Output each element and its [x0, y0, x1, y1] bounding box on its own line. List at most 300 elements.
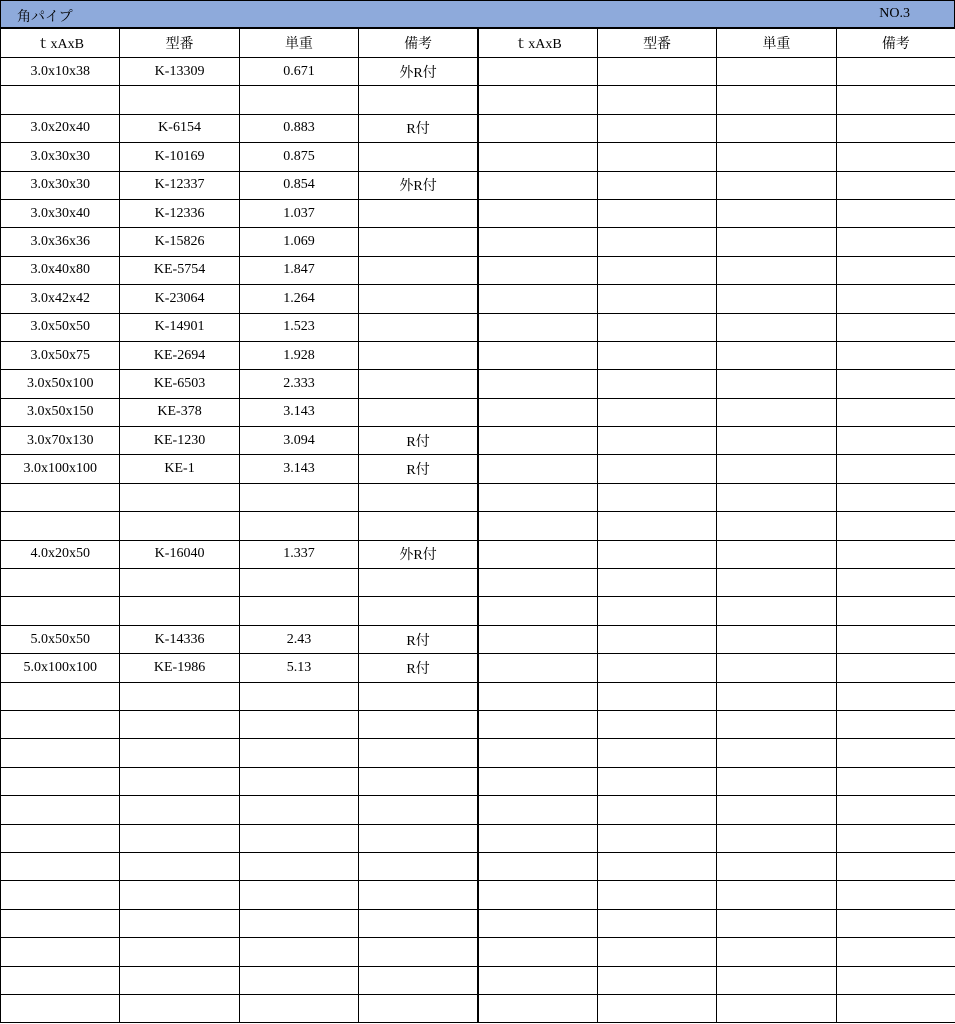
cell-unit-weight-right [717, 540, 836, 568]
cell-unit-weight: 0.854 [239, 171, 358, 199]
cell-model [120, 483, 239, 511]
cell-remarks [359, 143, 478, 171]
cell-unit-weight: 3.143 [239, 398, 358, 426]
cell-unit-weight-right [717, 597, 836, 625]
table-row [1, 682, 955, 710]
cell-unit-weight-right [717, 86, 836, 114]
cell-unit-weight: 3.094 [239, 427, 358, 455]
table-row [1, 994, 955, 1022]
cell-remarks-right [836, 228, 955, 256]
cell-remarks-right [836, 313, 955, 341]
cell-remarks-right [836, 455, 955, 483]
cell-model-right [597, 114, 716, 142]
cell-unit-weight: 1.523 [239, 313, 358, 341]
cell-model-right [597, 398, 716, 426]
table-row [1, 370, 955, 398]
cell-model-right [597, 86, 716, 114]
cell-dimensions-right [478, 909, 597, 937]
cell-dimensions-right [478, 313, 597, 341]
cell-model [120, 881, 239, 909]
cell-unit-weight-right [717, 796, 836, 824]
cell-model [120, 938, 239, 966]
cell-remarks [359, 938, 478, 966]
pipe-table [0, 28, 955, 1023]
cell-model [120, 852, 239, 880]
cell-dimensions-right [478, 569, 597, 597]
cell-model [120, 512, 239, 540]
cell-model [120, 994, 239, 1022]
cell-unit-weight: 2.333 [239, 370, 358, 398]
cell-remarks-right [836, 625, 955, 653]
cell-unit-weight [239, 710, 358, 738]
table-row [1, 966, 955, 994]
table-row [1, 86, 955, 114]
cell-unit-weight-right [717, 512, 836, 540]
cell-dimensions-right [478, 824, 597, 852]
cell-dimensions-right [478, 427, 597, 455]
cell-model-right [597, 597, 716, 625]
cell-model-right [597, 824, 716, 852]
cell-dimensions: 3.0x36x36 [1, 228, 120, 256]
cell-model [120, 569, 239, 597]
header-remarks-right: 備考 [836, 29, 955, 58]
cell-remarks [359, 597, 478, 625]
cell-dimensions-right [478, 512, 597, 540]
cell-unit-weight-right [717, 427, 836, 455]
cell-unit-weight-right [717, 285, 836, 313]
page-number: NO.3 [879, 6, 910, 21]
cell-dimensions: 3.0x30x30 [1, 143, 120, 171]
table-row [1, 199, 955, 227]
cell-remarks [359, 824, 478, 852]
table-row [1, 654, 955, 682]
cell-dimensions [1, 682, 120, 710]
cell-remarks [359, 86, 478, 114]
cell-unit-weight [239, 512, 358, 540]
cell-dimensions-right [478, 710, 597, 738]
cell-model-right [597, 427, 716, 455]
cell-unit-weight: 2.43 [239, 625, 358, 653]
cell-model: K-14336 [120, 625, 239, 653]
cell-dimensions [1, 597, 120, 625]
cell-remarks-right [836, 86, 955, 114]
cell-unit-weight: 1.337 [239, 540, 358, 568]
cell-model: K-16040 [120, 540, 239, 568]
cell-model-right [597, 654, 716, 682]
cell-remarks [359, 199, 478, 227]
cell-model-right [597, 540, 716, 568]
cell-unit-weight [239, 767, 358, 795]
cell-dimensions: 5.0x50x50 [1, 625, 120, 653]
cell-remarks-right [836, 285, 955, 313]
cell-model-right [597, 710, 716, 738]
cell-remarks [359, 682, 478, 710]
table-row [1, 512, 955, 540]
cell-remarks: R付 [359, 625, 478, 653]
cell-unit-weight-right [717, 256, 836, 284]
cell-remarks-right [836, 58, 955, 86]
cell-dimensions-right [478, 881, 597, 909]
cell-remarks-right [836, 114, 955, 142]
cell-remarks: R付 [359, 654, 478, 682]
cell-remarks [359, 994, 478, 1022]
cell-unit-weight-right [717, 881, 836, 909]
header-unit-weight-left: 単重 [239, 29, 358, 58]
cell-dimensions [1, 909, 120, 937]
cell-model: KE-378 [120, 398, 239, 426]
cell-unit-weight [239, 597, 358, 625]
cell-dimensions-right [478, 483, 597, 511]
cell-dimensions-right [478, 398, 597, 426]
cell-model: K-23064 [120, 285, 239, 313]
cell-remarks [359, 398, 478, 426]
cell-remarks [359, 370, 478, 398]
cell-dimensions [1, 824, 120, 852]
table-row [1, 938, 955, 966]
cell-unit-weight [239, 796, 358, 824]
cell-unit-weight-right [717, 370, 836, 398]
cell-remarks-right [836, 796, 955, 824]
cell-unit-weight [239, 824, 358, 852]
cell-remarks: R付 [359, 427, 478, 455]
cell-unit-weight-right [717, 398, 836, 426]
cell-unit-weight-right [717, 654, 836, 682]
cell-dimensions-right [478, 114, 597, 142]
cell-unit-weight-right [717, 171, 836, 199]
cell-model-right [597, 228, 716, 256]
cell-dimensions: 3.0x20x40 [1, 114, 120, 142]
cell-remarks [359, 796, 478, 824]
cell-remarks: 外R付 [359, 540, 478, 568]
cell-model-right [597, 966, 716, 994]
cell-model [120, 796, 239, 824]
cell-unit-weight: 1.847 [239, 256, 358, 284]
cell-model: KE-1 [120, 455, 239, 483]
table-row [1, 540, 955, 568]
cell-dimensions: 3.0x42x42 [1, 285, 120, 313]
cell-model-right [597, 171, 716, 199]
cell-unit-weight-right [717, 313, 836, 341]
cell-dimensions-right [478, 682, 597, 710]
table-row [1, 739, 955, 767]
cell-model-right [597, 881, 716, 909]
cell-unit-weight-right [717, 767, 836, 795]
cell-model: K-12337 [120, 171, 239, 199]
cell-remarks [359, 228, 478, 256]
cell-remarks [359, 739, 478, 767]
cell-unit-weight-right [717, 58, 836, 86]
cell-unit-weight [239, 682, 358, 710]
cell-model: K-13309 [120, 58, 239, 86]
cell-model-right [597, 199, 716, 227]
cell-dimensions-right [478, 938, 597, 966]
cell-dimensions-right [478, 540, 597, 568]
cell-model-right [597, 58, 716, 86]
cell-unit-weight-right [717, 143, 836, 171]
cell-dimensions: 3.0x30x30 [1, 171, 120, 199]
cell-dimensions-right [478, 654, 597, 682]
cell-remarks-right [836, 427, 955, 455]
cell-dimensions-right [478, 994, 597, 1022]
cell-dimensions-right [478, 256, 597, 284]
cell-dimensions-right [478, 767, 597, 795]
cell-remarks [359, 767, 478, 795]
cell-dimensions-right [478, 597, 597, 625]
cell-dimensions-right [478, 739, 597, 767]
cell-model: KE-2694 [120, 341, 239, 369]
cell-unit-weight [239, 938, 358, 966]
cell-remarks-right [836, 994, 955, 1022]
cell-dimensions [1, 86, 120, 114]
cell-model [120, 739, 239, 767]
cell-model [120, 767, 239, 795]
cell-unit-weight [239, 483, 358, 511]
cell-model-right [597, 313, 716, 341]
cell-model-right [597, 483, 716, 511]
cell-unit-weight: 1.264 [239, 285, 358, 313]
cell-dimensions: 3.0x50x50 [1, 313, 120, 341]
cell-model: K-12336 [120, 199, 239, 227]
cell-remarks: R付 [359, 114, 478, 142]
cell-remarks-right [836, 483, 955, 511]
cell-remarks [359, 881, 478, 909]
cell-dimensions: 3.0x100x100 [1, 455, 120, 483]
cell-model-right [597, 938, 716, 966]
cell-dimensions [1, 767, 120, 795]
cell-model: K-15826 [120, 228, 239, 256]
cell-unit-weight: 1.037 [239, 199, 358, 227]
cell-unit-weight-right [717, 824, 836, 852]
cell-unit-weight [239, 852, 358, 880]
cell-dimensions [1, 852, 120, 880]
cell-dimensions: 3.0x70x130 [1, 427, 120, 455]
cell-remarks-right [836, 398, 955, 426]
cell-unit-weight [239, 881, 358, 909]
cell-remarks-right [836, 654, 955, 682]
header-dimensions-right: ｔxAxB [478, 29, 597, 58]
cell-model-right [597, 256, 716, 284]
cell-dimensions [1, 994, 120, 1022]
table-row [1, 341, 955, 369]
table-row [1, 455, 955, 483]
table-row [1, 625, 955, 653]
cell-unit-weight-right [717, 199, 836, 227]
cell-remarks [359, 512, 478, 540]
cell-remarks-right [836, 710, 955, 738]
cell-remarks-right [836, 569, 955, 597]
cell-remarks-right [836, 199, 955, 227]
cell-model-right [597, 625, 716, 653]
cell-model-right [597, 767, 716, 795]
cell-model-right [597, 739, 716, 767]
table-header [1, 29, 955, 58]
cell-remarks-right [836, 909, 955, 937]
cell-remarks [359, 569, 478, 597]
cell-dimensions: 3.0x50x75 [1, 341, 120, 369]
table-row [1, 285, 955, 313]
cell-model [120, 86, 239, 114]
cell-unit-weight [239, 86, 358, 114]
cell-unit-weight-right [717, 682, 836, 710]
cell-unit-weight [239, 569, 358, 597]
cell-unit-weight [239, 994, 358, 1022]
cell-remarks-right [836, 938, 955, 966]
cell-model-right [597, 994, 716, 1022]
cell-remarks [359, 256, 478, 284]
cell-model-right [597, 455, 716, 483]
cell-unit-weight-right [717, 483, 836, 511]
cell-model [120, 710, 239, 738]
cell-dimensions-right [478, 796, 597, 824]
table-row [1, 824, 955, 852]
cell-model: KE-1230 [120, 427, 239, 455]
table-row [1, 58, 955, 86]
cell-dimensions-right [478, 625, 597, 653]
table-row [1, 909, 955, 937]
cell-dimensions-right [478, 852, 597, 880]
cell-remarks: 外R付 [359, 58, 478, 86]
cell-dimensions [1, 881, 120, 909]
cell-model-right [597, 682, 716, 710]
cell-remarks-right [836, 852, 955, 880]
cell-unit-weight [239, 739, 358, 767]
cell-remarks [359, 710, 478, 738]
cell-model: KE-5754 [120, 256, 239, 284]
cell-model-right [597, 143, 716, 171]
cell-dimensions-right [478, 228, 597, 256]
cell-model: K-14901 [120, 313, 239, 341]
header-remarks-left: 備考 [359, 29, 478, 58]
table-row [1, 767, 955, 795]
cell-model-right [597, 285, 716, 313]
table-row [1, 597, 955, 625]
cell-unit-weight-right [717, 966, 836, 994]
cell-dimensions [1, 483, 120, 511]
cell-dimensions-right [478, 285, 597, 313]
cell-dimensions [1, 512, 120, 540]
cell-unit-weight-right [717, 739, 836, 767]
table-row [1, 710, 955, 738]
table-row [1, 143, 955, 171]
cell-unit-weight-right [717, 852, 836, 880]
cell-dimensions [1, 739, 120, 767]
cell-dimensions: 3.0x40x80 [1, 256, 120, 284]
header-dimensions-left: ｔxAxB [1, 29, 120, 58]
cell-remarks [359, 483, 478, 511]
cell-dimensions-right [478, 199, 597, 227]
table-row [1, 228, 955, 256]
cell-dimensions-right [478, 966, 597, 994]
cell-unit-weight-right [717, 938, 836, 966]
cell-model [120, 824, 239, 852]
cell-dimensions [1, 938, 120, 966]
cell-unit-weight: 1.928 [239, 341, 358, 369]
cell-remarks-right [836, 540, 955, 568]
cell-unit-weight-right [717, 569, 836, 597]
cell-unit-weight: 0.883 [239, 114, 358, 142]
cell-unit-weight-right [717, 625, 836, 653]
cell-remarks-right [836, 512, 955, 540]
cell-remarks [359, 966, 478, 994]
cell-remarks: R付 [359, 455, 478, 483]
cell-unit-weight: 3.143 [239, 455, 358, 483]
header-unit-weight-right: 単重 [717, 29, 836, 58]
cell-dimensions [1, 710, 120, 738]
cell-dimensions [1, 569, 120, 597]
cell-dimensions: 3.0x50x100 [1, 370, 120, 398]
cell-remarks-right [836, 767, 955, 795]
cell-remarks [359, 909, 478, 937]
table-row [1, 313, 955, 341]
cell-remarks-right [836, 256, 955, 284]
table-row [1, 852, 955, 880]
cell-model-right [597, 512, 716, 540]
cell-model [120, 909, 239, 937]
cell-dimensions-right [478, 370, 597, 398]
table-row [1, 398, 955, 426]
cell-remarks-right [836, 881, 955, 909]
table-row [1, 569, 955, 597]
cell-unit-weight-right [717, 994, 836, 1022]
cell-remarks [359, 341, 478, 369]
cell-model: K-10169 [120, 143, 239, 171]
cell-dimensions-right [478, 341, 597, 369]
cell-unit-weight-right [717, 341, 836, 369]
header-model-left: 型番 [120, 29, 239, 58]
cell-unit-weight: 5.13 [239, 654, 358, 682]
cell-unit-weight: 1.069 [239, 228, 358, 256]
cell-unit-weight-right [717, 909, 836, 937]
cell-model-right [597, 796, 716, 824]
cell-remarks-right [836, 966, 955, 994]
cell-dimensions: 3.0x50x150 [1, 398, 120, 426]
cell-model: KE-6503 [120, 370, 239, 398]
cell-dimensions: 3.0x10x38 [1, 58, 120, 86]
sheet-title: 角パイプ [17, 10, 73, 25]
header-model-right: 型番 [597, 29, 716, 58]
cell-remarks [359, 285, 478, 313]
cell-dimensions: 3.0x30x40 [1, 199, 120, 227]
table-row [1, 171, 955, 199]
cell-remarks-right [836, 341, 955, 369]
cell-unit-weight-right [717, 228, 836, 256]
cell-dimensions-right [478, 171, 597, 199]
cell-remarks: 外R付 [359, 171, 478, 199]
cell-unit-weight-right [717, 710, 836, 738]
cell-model-right [597, 341, 716, 369]
cell-dimensions: 5.0x100x100 [1, 654, 120, 682]
cell-remarks-right [836, 597, 955, 625]
table-row [1, 881, 955, 909]
cell-remarks-right [836, 143, 955, 171]
cell-remarks-right [836, 370, 955, 398]
cell-unit-weight: 0.671 [239, 58, 358, 86]
cell-dimensions [1, 966, 120, 994]
table-row [1, 114, 955, 142]
cell-unit-weight-right [717, 114, 836, 142]
cell-model-right [597, 569, 716, 597]
cell-unit-weight-right [717, 455, 836, 483]
table-row [1, 796, 955, 824]
table-row [1, 427, 955, 455]
cell-dimensions-right [478, 143, 597, 171]
cell-model [120, 597, 239, 625]
cell-unit-weight: 0.875 [239, 143, 358, 171]
cell-model [120, 966, 239, 994]
cell-dimensions: 4.0x20x50 [1, 540, 120, 568]
cell-model: K-6154 [120, 114, 239, 142]
cell-remarks-right [836, 171, 955, 199]
